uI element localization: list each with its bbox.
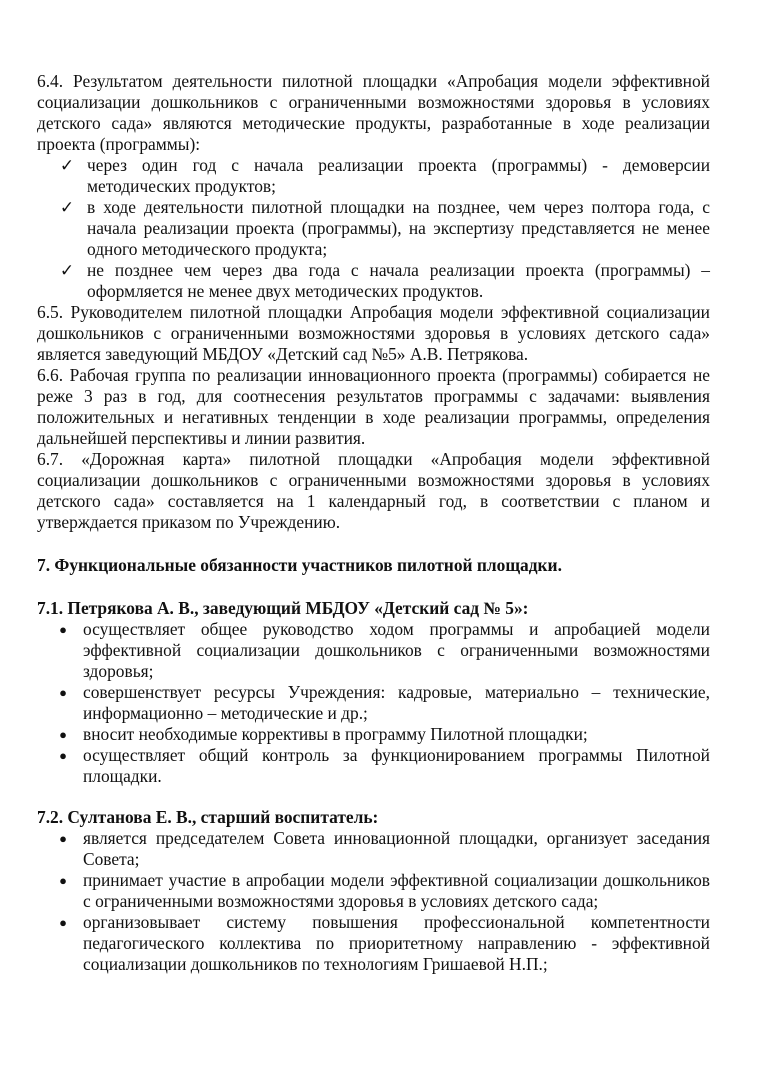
list-item <box>37 724 710 745</box>
bullet-icon: ● <box>59 873 67 888</box>
list-item <box>37 682 710 724</box>
list-item-text: осуществляет общее руководство ходом программы и апробацией модели эффективной социализации дошкольников с ограниченными возможностями здоровья; <box>83 619 710 681</box>
list-item <box>37 619 710 682</box>
list-item <box>37 197 710 260</box>
bullet-icon: ● <box>59 748 67 763</box>
bullet-icon: ● <box>59 915 67 930</box>
check-list-6-4 <box>37 155 710 302</box>
bullet-list-7-2 <box>37 828 710 975</box>
spacer <box>37 787 710 807</box>
bullet-icon: ● <box>59 831 67 846</box>
section-heading-7: 7. Функциональные обязанности участников пилотной площадки. <box>37 555 562 575</box>
paragraph-6-6: 6.6. Рабочая группа по реализации инновационного проекта (программы) собирается не реже 3 раз в год, для соотнесения результатов программы с задачами: выявления положительных и негативных тенденции в ходе реализации программы, определения дальнейшей перспективы и линии развития. <box>37 365 710 448</box>
spacer <box>37 533 710 555</box>
bullet-icon: ● <box>59 685 67 700</box>
list-item-text: осуществляет общий контроль за функционированием программы Пилотной площадки. <box>83 745 710 786</box>
list-item-text: вносит необходимые коррективы в программу Пилотной площадки; <box>83 724 588 744</box>
spacer <box>37 576 710 598</box>
list-item <box>37 745 710 787</box>
list-item-text: совершенствует ресурсы Учреждения: кадровые, материально – технические, информационно – методические и др.; <box>83 682 710 723</box>
paragraph-6-4: 6.4. Результатом деятельности пилотной площадки «Апробация модели эффективной социализации дошкольников с ограниченными возможностями здоровья в условиях детского сада» являются методические продукты, разработанные в ходе реализации проекта (программы): <box>37 71 710 154</box>
paragraph-6-5: 6.5. Руководителем пилотной площадки Апробация модели эффективной социализации дошкольников с ограниченными возможностями здоровья в условиях детского сада» является заведующий МБДОУ «Детский сад №5» А.В. Петрякова. <box>37 302 710 364</box>
list-item-text: принимает участие в апробации модели эффективной социализации дошкольников с ограниченными возможностями здоровья в условиях детского сада; <box>83 870 710 911</box>
checkmark-icon: ✓ <box>59 198 75 217</box>
list-item <box>37 260 710 302</box>
list-item <box>37 828 710 870</box>
bullet-list-7-1 <box>37 619 710 787</box>
checkmark-icon: ✓ <box>59 156 75 175</box>
list-item <box>37 870 710 912</box>
list-item-text: организовывает систему повышения профессиональной компетентности педагогического коллектива по приоритетному направлению - эффективной социализации дошкольников по технологиям Гришаевой Н.П.; <box>83 912 710 974</box>
subsection-heading-7-2: 7.2. Султанова Е. В., старший воспитатель: <box>37 807 379 827</box>
list-item-text: через один год с начала реализации проекта (программы) - демоверсии методических продуктов; <box>87 155 710 196</box>
list-item <box>37 912 710 975</box>
bullet-icon: ● <box>59 622 67 637</box>
checkmark-icon: ✓ <box>59 261 75 280</box>
list-item-text: является председателем Совета инновационной площадки, организует заседания Совета; <box>83 828 710 869</box>
paragraph-6-7: 6.7. «Дорожная карта» пилотной площадки «Апробация модели эффективной социализации дошкольников с ограниченными возможностями здоровья в условиях детского сада» составляется на 1 календарный год, в соответствии с планом и утверждается приказом по Учреждению. <box>37 449 710 532</box>
subsection-heading-7-1: 7.1. Петрякова А. В., заведующий МБДОУ «Детский сад № 5»: <box>37 598 529 618</box>
list-item-text: не позднее чем через два года с начала реализации проекта (программы) – оформляется не менее двух методических продуктов. <box>87 260 710 301</box>
list-item-text: в ходе деятельности пилотной площадки на позднее, чем через полтора года, с начала реализации проекта (программы), на экспертизу представляется не менее одного методического продукта; <box>87 197 710 259</box>
list-item <box>37 155 710 197</box>
bullet-icon: ● <box>59 727 67 742</box>
